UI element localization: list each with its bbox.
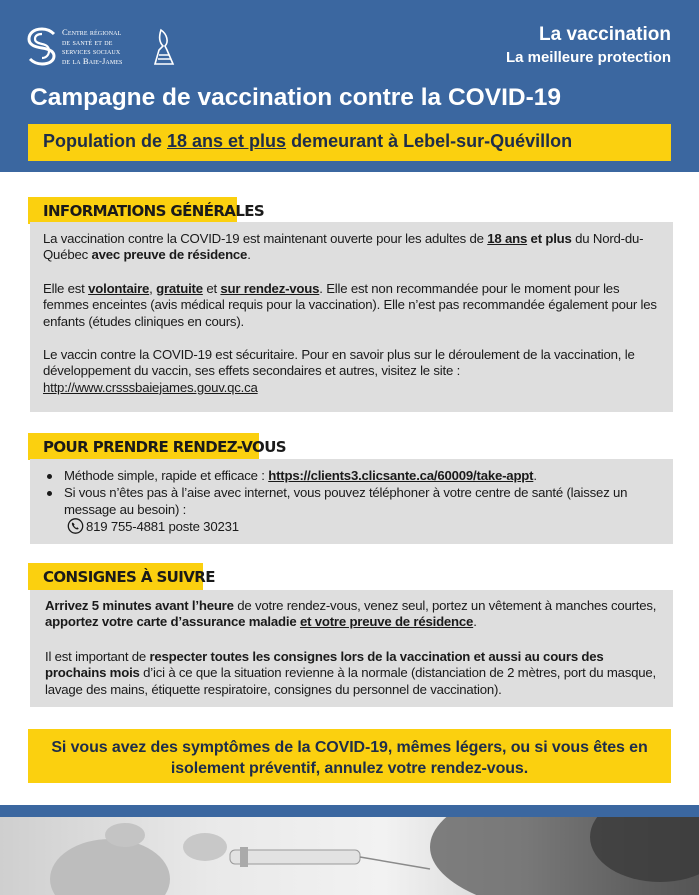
section-heading-general: INFORMATIONS GÉNÉRALES (28, 197, 237, 224)
tagline-title: La vaccination (539, 24, 671, 45)
text: et (202, 280, 221, 296)
age-text: 18 ans (487, 231, 528, 246)
text: et plus (527, 231, 572, 246)
logo-text (62, 28, 123, 66)
vaccination-photo-illustration (0, 817, 699, 895)
text: d’ici à ce que la situation revienne à la normale (distanciation de 2 mètres, port du masque, lavage des mains, étiquette respiratoire, consignes du personnel de vaccination). (45, 665, 656, 697)
cisss-logo-icon (26, 26, 58, 66)
general-info-box (30, 222, 673, 412)
text: . (473, 614, 477, 630)
residence-proof-text: et votre preuve de résidence (299, 614, 474, 630)
text: du Nord-du-Québec (43, 231, 644, 263)
text: . (247, 247, 251, 263)
instructions-box (30, 590, 673, 707)
text: Méthode simple, rapide et efficace : (64, 468, 269, 483)
instructions-paragraph (45, 598, 661, 631)
population-place: demeurant à Lebel-sur-Quévillon (286, 131, 573, 151)
booking-link[interactable]: https://clients3.clicsante.ca/60009/take-appt (268, 468, 534, 483)
appointment-box (30, 459, 673, 544)
phone-line (64, 518, 661, 535)
rules-text: respecter toutes les consignes lors de la vaccination et aussi au cours des prochains mois (45, 648, 604, 681)
text: Il est important de (45, 648, 150, 664)
residence-proof-text: avec preuve de résidence (91, 247, 248, 263)
voluntary-text: volontaire (88, 280, 150, 296)
phone-icon (67, 518, 84, 534)
section-heading-appointment: POUR PRENDRE RENDEZ-VOUS (28, 433, 259, 460)
logo-line: de la Baie-James (62, 55, 123, 66)
arrival-text: Arrivez 5 minutes avant l’heure (45, 598, 234, 613)
website-link-line (43, 380, 661, 396)
logo-line: Centre régional (62, 27, 122, 37)
footer-band (0, 805, 699, 817)
appointment-text: sur rendez-vous (220, 280, 320, 296)
general-paragraph (43, 231, 661, 264)
website-link[interactable]: http://www.crsssbaiejames.gouv.qc.ca (43, 379, 258, 395)
text: de votre rendez-vous, venez seul, portez un vêtement à manches courtes, (233, 598, 657, 613)
text: . (533, 468, 537, 483)
text: . Elle est non recommandée pour le moment pour les femmes enceintes (avis médical requis pour la vaccination). Elle n’est pas recommandée également pour les enfants (études cliniques en cours). (43, 280, 657, 329)
health-card-text: apportez votre carte d’assurance maladie (45, 614, 297, 630)
free-text: gratuite (156, 280, 203, 296)
tagline (506, 24, 671, 66)
general-paragraph (43, 281, 661, 330)
general-paragraph: Le vaccin contre la COVID-19 est sécuritaire. Pour en savoir plus sur le déroulement de la vaccination, le développement du vaccin, ses effets secondaires et autres, visitez le site : (43, 347, 635, 379)
tagline-subtitle: La meilleure protection (505, 49, 671, 66)
text: La vaccination contre la COVID-19 est maintenant ouverte pour les adultes de (43, 231, 488, 246)
logo-line: services sociaux (62, 46, 121, 57)
section-heading-instructions: CONSIGNES À SUIVRE (28, 563, 203, 590)
text: Elle est (43, 280, 89, 296)
list-item: Si vous n’êtes pas à l’aise avec internet, vous pouvez téléphoner à votre centre de santé (laissez un message au besoin) : (64, 485, 661, 518)
symptoms-warning: Si vous avez des symptômes de la COVID-19, mêmes légers, ou si vous êtes en isolement préventif, annulez votre rendez-vous. (28, 729, 671, 783)
instructions-paragraph (45, 649, 661, 698)
population-text: Population de (43, 131, 167, 151)
fleur-emblem-icon (153, 28, 175, 66)
list-item (64, 468, 661, 484)
header-banner (0, 0, 699, 172)
logo-line: de santé et de (62, 36, 113, 47)
page-title: Campagne de vaccination contre la COVID-19 (30, 84, 561, 111)
vaccination-photo (0, 817, 699, 895)
cisss-logo (26, 24, 186, 74)
population-banner (28, 124, 671, 161)
phone-number[interactable]: 819 755-4881 poste 30231 (86, 519, 239, 535)
population-age: 18 ans et plus (167, 131, 287, 151)
text: , (149, 280, 157, 296)
